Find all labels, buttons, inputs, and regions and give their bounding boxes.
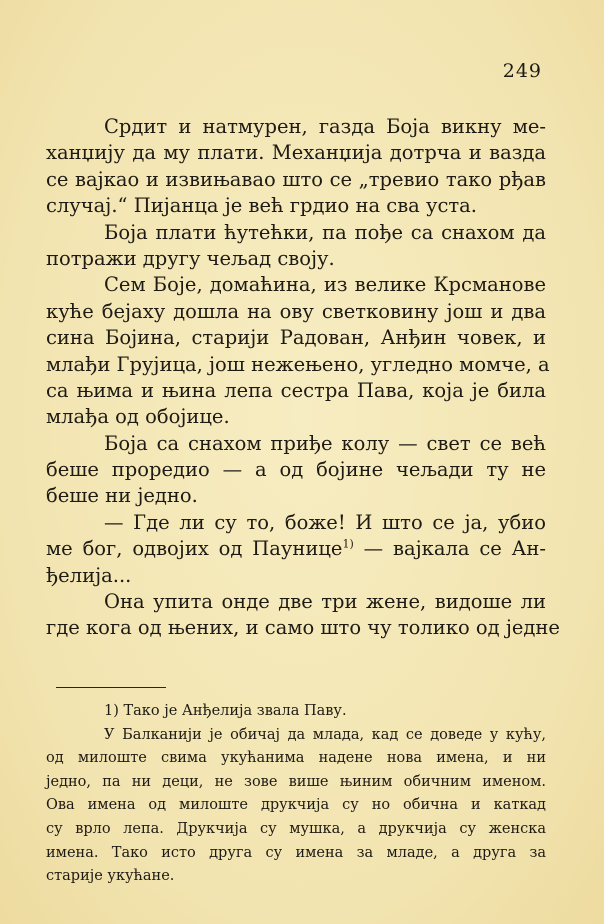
text-line: — Где ли су то, боже! И што се ја, убио (104, 510, 546, 534)
text-line: Она упита онде две три жене, видоше ли (104, 590, 546, 614)
text-line: случај.“ Пијанца је већ грдио на сва уста. (46, 194, 477, 218)
footnote-line: 1) Тако је Анђелија звала Паву. (104, 703, 347, 719)
text-line: Сем Боје, домаћина, из велике Крсманове (104, 273, 546, 297)
text-line: млађи Грујица, још нежењено, угледно момче, а (46, 352, 550, 376)
text-line: се вајкао и извињавао што се „тревио тако рђав (46, 167, 546, 191)
footnote-line: старије укућане. (46, 868, 175, 885)
text-line: куће бејаху дошла на ову светковину још и два (46, 299, 546, 323)
text-line: Срдит и натмурен, газда Боја викну ме- (104, 115, 546, 138)
text-line: ђелија... (46, 563, 132, 587)
text-line: сина Бојина, старији Радован, Анђин човек, и (46, 326, 546, 350)
text-line: потражи другу чељад своју. (46, 246, 335, 270)
footnote-line: имена. Тако исто друга су имена за младе, а друга за (46, 844, 546, 861)
footnote-divider (56, 687, 166, 688)
footnote-line: Ова имена од милоште друкчија су но обична и каткад (46, 797, 546, 814)
text-line: ханџију да му плати. Механџија дотрча и вазда (46, 141, 546, 165)
text-line: са њима и њина лепа сестра Пава, која је била (46, 378, 546, 402)
footnote-line: У Балканији је обичај да млада, кад се доведе у кућу, (104, 726, 546, 743)
text-line: Боја плати ћутећки, па пође са снахом да (104, 220, 546, 244)
page-number: 249 (502, 60, 542, 82)
footnotes (46, 700, 546, 889)
footnote-line: једно, па ни деци, не зове више њиним обичним именом. (46, 773, 546, 790)
footnote-marker: 1) (342, 537, 354, 551)
text-line: беше проредио — а од бојине чељади ту не (46, 458, 546, 482)
text-line: ме бог, одвојих од Паунице$^{1)}$ — вајкала се Ан- (46, 537, 546, 561)
footnote-line: од милоште свима укућанима надене нова имена, и ни (46, 750, 546, 767)
text-line: млађа од обојице. (46, 405, 230, 429)
text-line: где кога од њених, и само што чу толико од једне (46, 616, 560, 640)
text-line: Боја са снахом приђе колу — свет се већ (104, 431, 546, 455)
text-line: беше ни једно. (46, 484, 198, 508)
body-text (46, 114, 560, 642)
footnote-line: су врло лепа. Друкчија су мушка, а друкчија су женска (46, 820, 546, 837)
